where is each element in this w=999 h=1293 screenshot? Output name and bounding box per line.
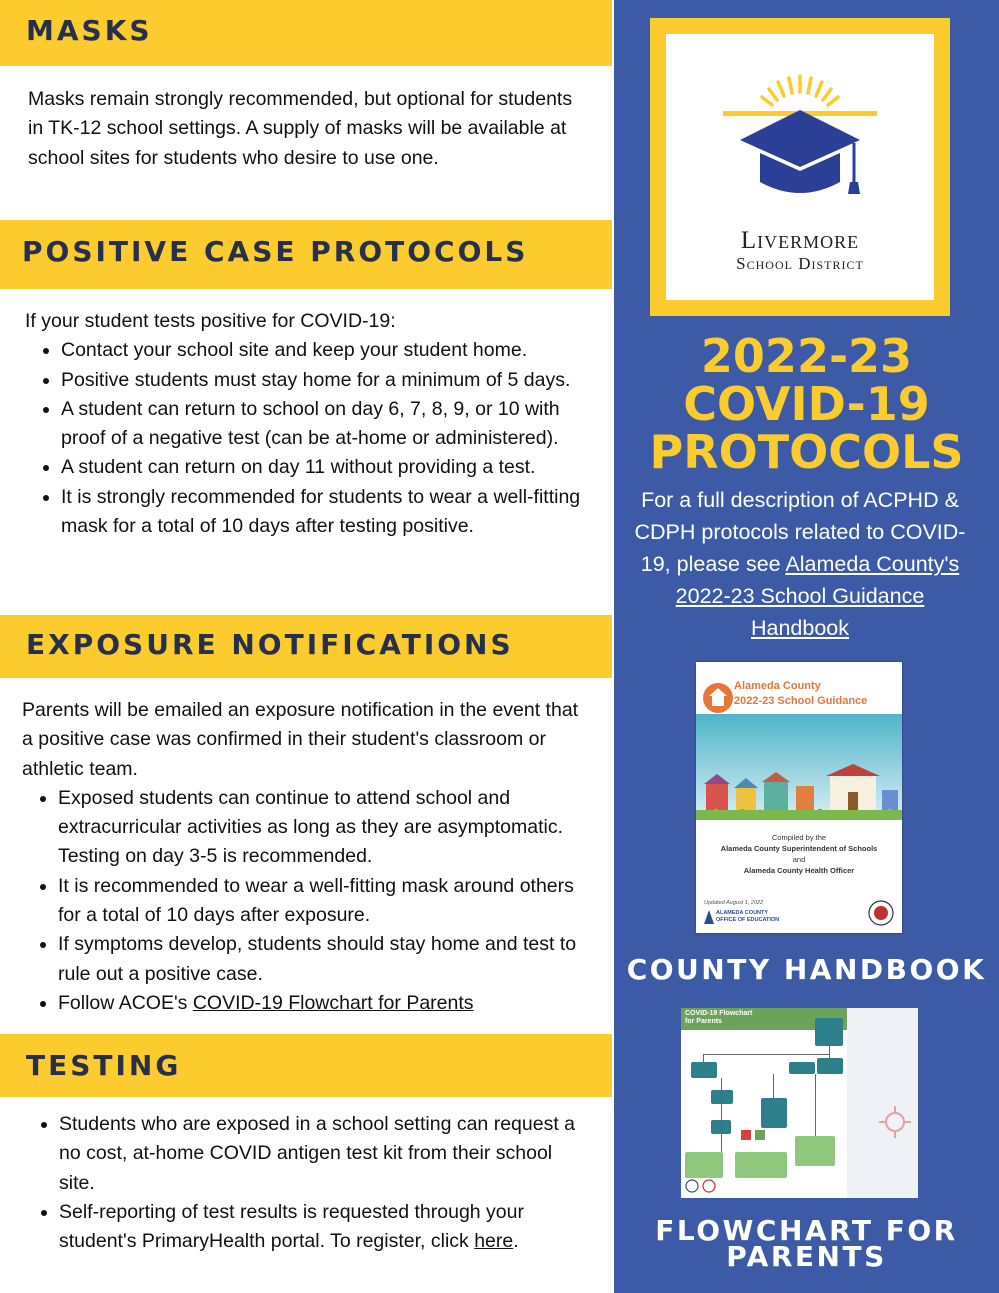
- flow-box: [685, 1152, 723, 1178]
- flow-connector: [721, 1078, 722, 1152]
- virus-icon: [877, 1104, 913, 1140]
- testing-body: [23, 1110, 593, 1256]
- flow-box: [817, 1058, 843, 1074]
- flowchart-caption-line1: FLOWCHART FOR: [655, 1214, 958, 1247]
- list-item: • A student can return on day 11 without providing a test.: [61, 453, 595, 482]
- list-item: • Contact your school site and keep your student home.: [61, 336, 595, 365]
- flow-box: [761, 1098, 787, 1128]
- flowchart-prefix: Follow ACOE's: [58, 991, 193, 1014]
- exposure-heading: EXPOSURE NOTIFICATIONS: [26, 628, 514, 661]
- positive-body: [25, 307, 595, 541]
- masks-heading: MASKS: [26, 14, 153, 47]
- register-here-link[interactable]: here: [474, 1230, 514, 1253]
- register-prefix: Self-reporting of test results is requested through your student's PrimaryHealth portal. To register, click: [59, 1200, 524, 1253]
- exposure-list: [22, 784, 592, 1018]
- flow-box: [815, 1018, 843, 1046]
- graduation-cap-icon: [666, 34, 934, 224]
- cover-compiled: [696, 832, 902, 876]
- flow-box: [691, 1062, 717, 1078]
- testing-list: [23, 1110, 593, 1256]
- cover-grass: [696, 810, 902, 820]
- list-item: • It is recommended to wear a well-fitting mask around others for a total of 10 days after exposure.: [58, 872, 592, 931]
- flow-box: [735, 1152, 787, 1178]
- district-logo-frame: [650, 18, 950, 316]
- flowchart-caption-line2: PARENTS: [726, 1240, 887, 1273]
- cover-title-2: 2022-23 School Guidance: [734, 695, 868, 707]
- list-item: • Exposed students can continue to attend school and extracurricular activities as long as they are asymptomatic. Testing on day 3-5 is recommended.: [58, 784, 592, 872]
- list-item: • Students who are exposed in a school setting can request a no cost, at-home COVID antigen test kit from their school site.: [59, 1110, 593, 1198]
- flow-connector: [703, 1054, 704, 1062]
- masks-heading-band: [0, 0, 612, 66]
- register-suffix: .: [513, 1230, 519, 1253]
- county-seal-icon: [868, 900, 894, 926]
- list-item: [59, 1198, 593, 1257]
- flow-box: [755, 1130, 765, 1140]
- cover-updated: Updated August 1, 2022: [704, 900, 764, 906]
- flow-title-2: for Parents: [685, 1018, 722, 1025]
- masks-paragraph: Masks remain strongly recommended, but optional for students in TK-12 school settings. A supply of masks will be available at school sites for students who desire to use one.: [28, 88, 573, 169]
- compiled-line: Alameda County Superintendent of Schools: [720, 844, 878, 853]
- flow-title-1: COVID-19 Flowchart: [685, 1010, 753, 1017]
- flow-connector: [815, 1074, 816, 1136]
- positive-list: [25, 336, 595, 541]
- list-item: • Positive students must stay home for a minimum of 5 days.: [61, 366, 595, 395]
- acoe-line: OFFICE OF EDUCATION: [716, 916, 780, 923]
- compiled-line: Alameda County Health Officer: [743, 866, 855, 875]
- handbook-caption: COUNTY HANDBOOK: [626, 953, 987, 986]
- flow-connector: [703, 1054, 829, 1055]
- list-item: • A student can return to school on day 6, 7, 8, 9, or 10 with proof of a negative test (can be at-home or administered).: [61, 395, 595, 454]
- logo-name-line1: [666, 227, 934, 255]
- flowchart-link[interactable]: COVID-19 Flowchart for Parents: [192, 991, 474, 1014]
- sidebar-description: [630, 484, 970, 644]
- testing-heading: TESTING: [26, 1049, 182, 1082]
- positive-heading: POSITIVE CASE PROTOCOLS: [22, 235, 529, 268]
- logo-text-1: Livermore: [740, 227, 860, 254]
- flow-definitions-panel: [847, 1008, 918, 1198]
- flow-connector: [829, 1046, 830, 1058]
- compiled-line: and: [792, 855, 806, 864]
- title-line3: PROTOCOLS: [649, 425, 964, 479]
- desc-text: For a full description of ACPHD & CDPH protocols related to COVID-19, please see: [634, 488, 966, 576]
- flow-connector: [773, 1074, 774, 1098]
- logo-name-line2: [666, 254, 934, 274]
- compiled-line: Compiled by the: [771, 833, 827, 842]
- exposure-heading-band: [0, 615, 612, 678]
- exposure-intro: Parents will be emailed an exposure notification in the event that a positive case was confirmed in their student's classroom or athletic team.: [22, 699, 579, 780]
- handbook-cover-image[interactable]: [696, 662, 902, 933]
- flow-box: [711, 1090, 733, 1104]
- cover-title-1: Alameda County: [734, 680, 821, 692]
- title-line1: 2022-23: [700, 329, 913, 383]
- exposure-body: [22, 696, 592, 1018]
- cover-acoe: [716, 910, 779, 923]
- flow-box: [789, 1062, 815, 1074]
- logo-text-2: School District: [736, 254, 864, 273]
- title-line2: COVID-19: [683, 377, 930, 431]
- positive-intro: If your student tests positive for COVID-19:: [25, 310, 396, 332]
- handbook-link[interactable]: Alameda County's 2022-23 School Guidance Handbook: [675, 552, 960, 640]
- flowchart-image[interactable]: [681, 1008, 918, 1198]
- acoe-logo-icon: [704, 910, 714, 924]
- list-item: • If symptoms develop, students should stay home and test to rule out a positive case.: [58, 930, 592, 989]
- positive-heading-band: [0, 220, 612, 289]
- school-house-icon: [702, 682, 734, 714]
- testing-heading-band: [0, 1034, 612, 1097]
- flow-box: [795, 1136, 835, 1166]
- flow-box: [741, 1130, 751, 1140]
- masks-body: [28, 85, 588, 173]
- list-item: • It is strongly recommended for students to wear a well-fitting mask for a total of 10 days after testing positive.: [61, 483, 595, 542]
- list-item: [58, 989, 592, 1018]
- flow-logos-icon: [685, 1178, 719, 1194]
- acoe-line: ALAMEDA COUNTY: [716, 910, 769, 916]
- flow-title: [685, 1010, 752, 1026]
- district-logo: [666, 34, 934, 300]
